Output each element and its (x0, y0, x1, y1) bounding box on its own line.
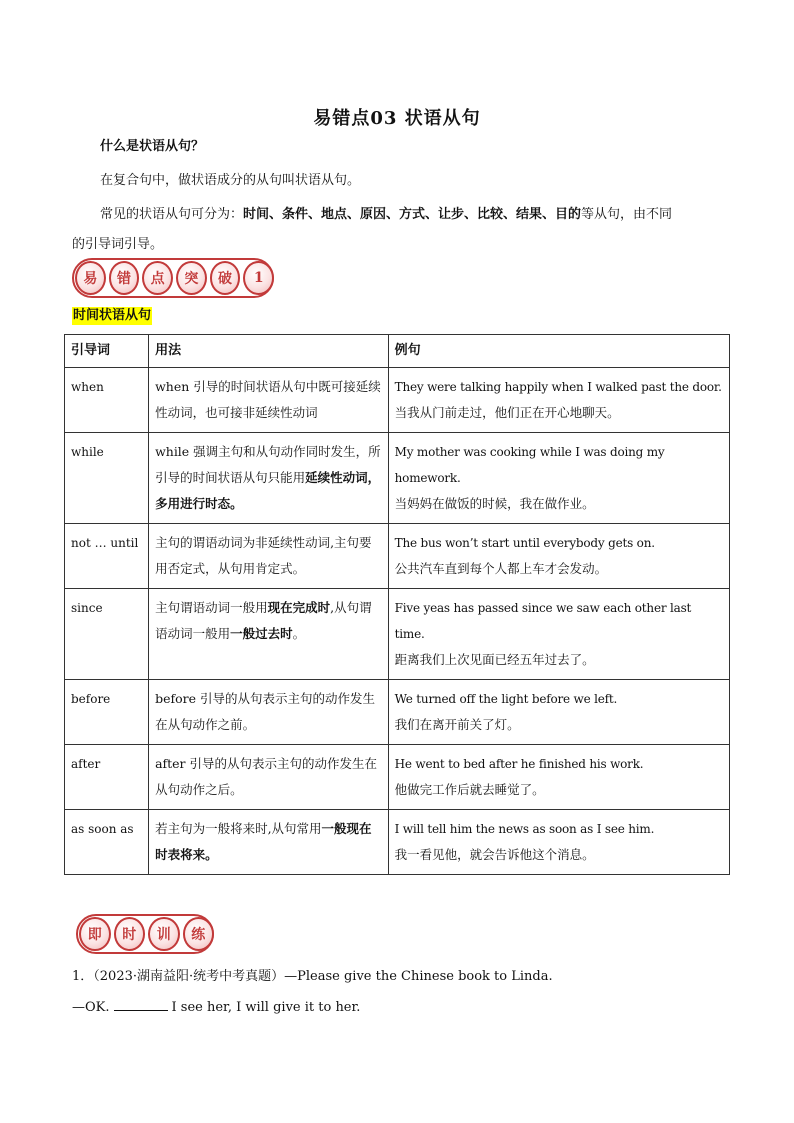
common-types-continuation: 的引导词引导。 (72, 237, 164, 252)
exercise-question-1: 1．（2023·湖南益阳·统考中考真题）—Please give the Chinese book to Linda. (72, 969, 553, 984)
example-en: He went to bed after he finished his work. (394, 757, 644, 771)
badge-char: 1 (243, 261, 274, 295)
section-label: 时间状语从句 (73, 308, 152, 323)
header-usage: 用法 (149, 335, 389, 368)
row-usage (149, 433, 389, 524)
example-en: Five yeas has passed since we saw each other last time. (394, 601, 692, 641)
usage-part: 主句谓语动词一般用 (155, 600, 268, 615)
row-word: after (65, 745, 149, 810)
row-example (388, 589, 729, 680)
example-cn: 我们在离开前关了灯。 (394, 717, 520, 732)
row-word: not … until (65, 524, 149, 589)
row-example (388, 524, 729, 589)
row-usage: before 引导的从句表示主句的动作发生在从句动作之前。 (149, 680, 389, 745)
example-cn: 当妈妈在做饭的时候，我在做作业。 (394, 496, 595, 511)
table-row (65, 368, 730, 433)
badge-char: 破 (210, 261, 241, 295)
badge-char: 即 (79, 917, 111, 951)
example-en: They were talking happily when I walked past the door. (394, 380, 722, 394)
usage-part: 。 (292, 626, 306, 641)
common-suffix: 等从句，由不同 (581, 207, 673, 222)
badge-char: 训 (148, 917, 180, 951)
example-en: We turned off the light before we left. (394, 692, 618, 706)
question-heading: 什么是状语从句？ (100, 139, 205, 154)
row-example (388, 433, 729, 524)
badge-mistake-breakthrough (72, 258, 274, 298)
row-example (388, 810, 729, 875)
usage-bold: 一般现在时表将来。 (155, 821, 372, 862)
example-cn: 公共汽车直到每个人都上车才会发动。 (394, 561, 608, 576)
table-row (65, 433, 730, 524)
table-row (65, 524, 730, 589)
usage-bold: 现在完成时 (267, 600, 331, 615)
usage-part: ,从句谓语动词一般用 (155, 600, 372, 641)
example-cn: 我一看见他，就会告诉他这个消息。 (394, 847, 595, 862)
example-cn: 当我从门前走过，他们正在开心地聊天。 (394, 405, 620, 420)
intro-text: 在复合句中，做状语成分的从句叫状语从句。 (100, 173, 361, 188)
usage-part: 若主句为一般将来时,从句常用 (155, 821, 322, 836)
header-example: 例句 (388, 335, 729, 368)
example-en: The bus won’t start until everybody gets on. (394, 536, 655, 550)
answer-blank[interactable] (114, 998, 168, 1011)
badge-practice (76, 914, 214, 954)
usage-bold: 一般过去时 (230, 626, 293, 641)
row-usage (149, 589, 389, 680)
reply-end: I see her, I will give it to her. (171, 1000, 361, 1015)
row-usage: when 引导的时间状语从句中既可接延续性动词，也可接非延续性动词 (149, 368, 389, 433)
page-title: 易错点03 状语从句 (313, 108, 481, 129)
badge-char: 突 (176, 261, 207, 295)
table-header-row (65, 335, 730, 368)
badge-char: 时 (114, 917, 146, 951)
row-word: when (65, 368, 149, 433)
example-en: I will tell him the news as soon as I see him. (394, 822, 655, 836)
table-row (65, 745, 730, 810)
example-cn: 他做完工作后就去睡觉了。 (394, 782, 545, 797)
table-row (65, 810, 730, 875)
row-example (388, 745, 729, 810)
reply-start: —OK. (72, 1000, 110, 1015)
header-word: 引导词 (65, 335, 149, 368)
badge-char: 易 (75, 261, 106, 295)
row-example (388, 680, 729, 745)
row-example (388, 368, 729, 433)
usage-plain: while 强调主句和从句动作同时发生，所引导的时间状语从句只能用 (155, 444, 381, 485)
exercise-reply-1 (72, 998, 360, 1015)
example-cn: 距离我们上次见面已经五年过去了。 (394, 652, 595, 667)
badge-char: 错 (109, 261, 140, 295)
table-row (65, 680, 730, 745)
time-clause-table (64, 334, 730, 875)
row-word: while (65, 433, 149, 524)
row-usage (149, 810, 389, 875)
common-prefix: 常见的状语从句可分为： (100, 207, 244, 222)
common-types-text (100, 205, 730, 225)
row-usage: after 引导的从句表示主句的动作发生在从句动作之后。 (149, 745, 389, 810)
badge-char: 点 (142, 261, 173, 295)
row-word: before (65, 680, 149, 745)
row-word: since (65, 589, 149, 680)
example-en: My mother was cooking while I was doing my homework. (394, 445, 665, 485)
usage-bold: 延续性动词，多用进行时态。 (155, 470, 381, 511)
table-row (65, 589, 730, 680)
row-usage: 主句的谓语动词为非延续性动词,主句要用否定式，从句用肯定式。 (149, 524, 389, 589)
row-word: as soon as (65, 810, 149, 875)
badge-char: 练 (183, 917, 215, 951)
common-types-list: 时间、条件、地点、原因、方式、让步、比较、结果、目的 (243, 207, 582, 222)
